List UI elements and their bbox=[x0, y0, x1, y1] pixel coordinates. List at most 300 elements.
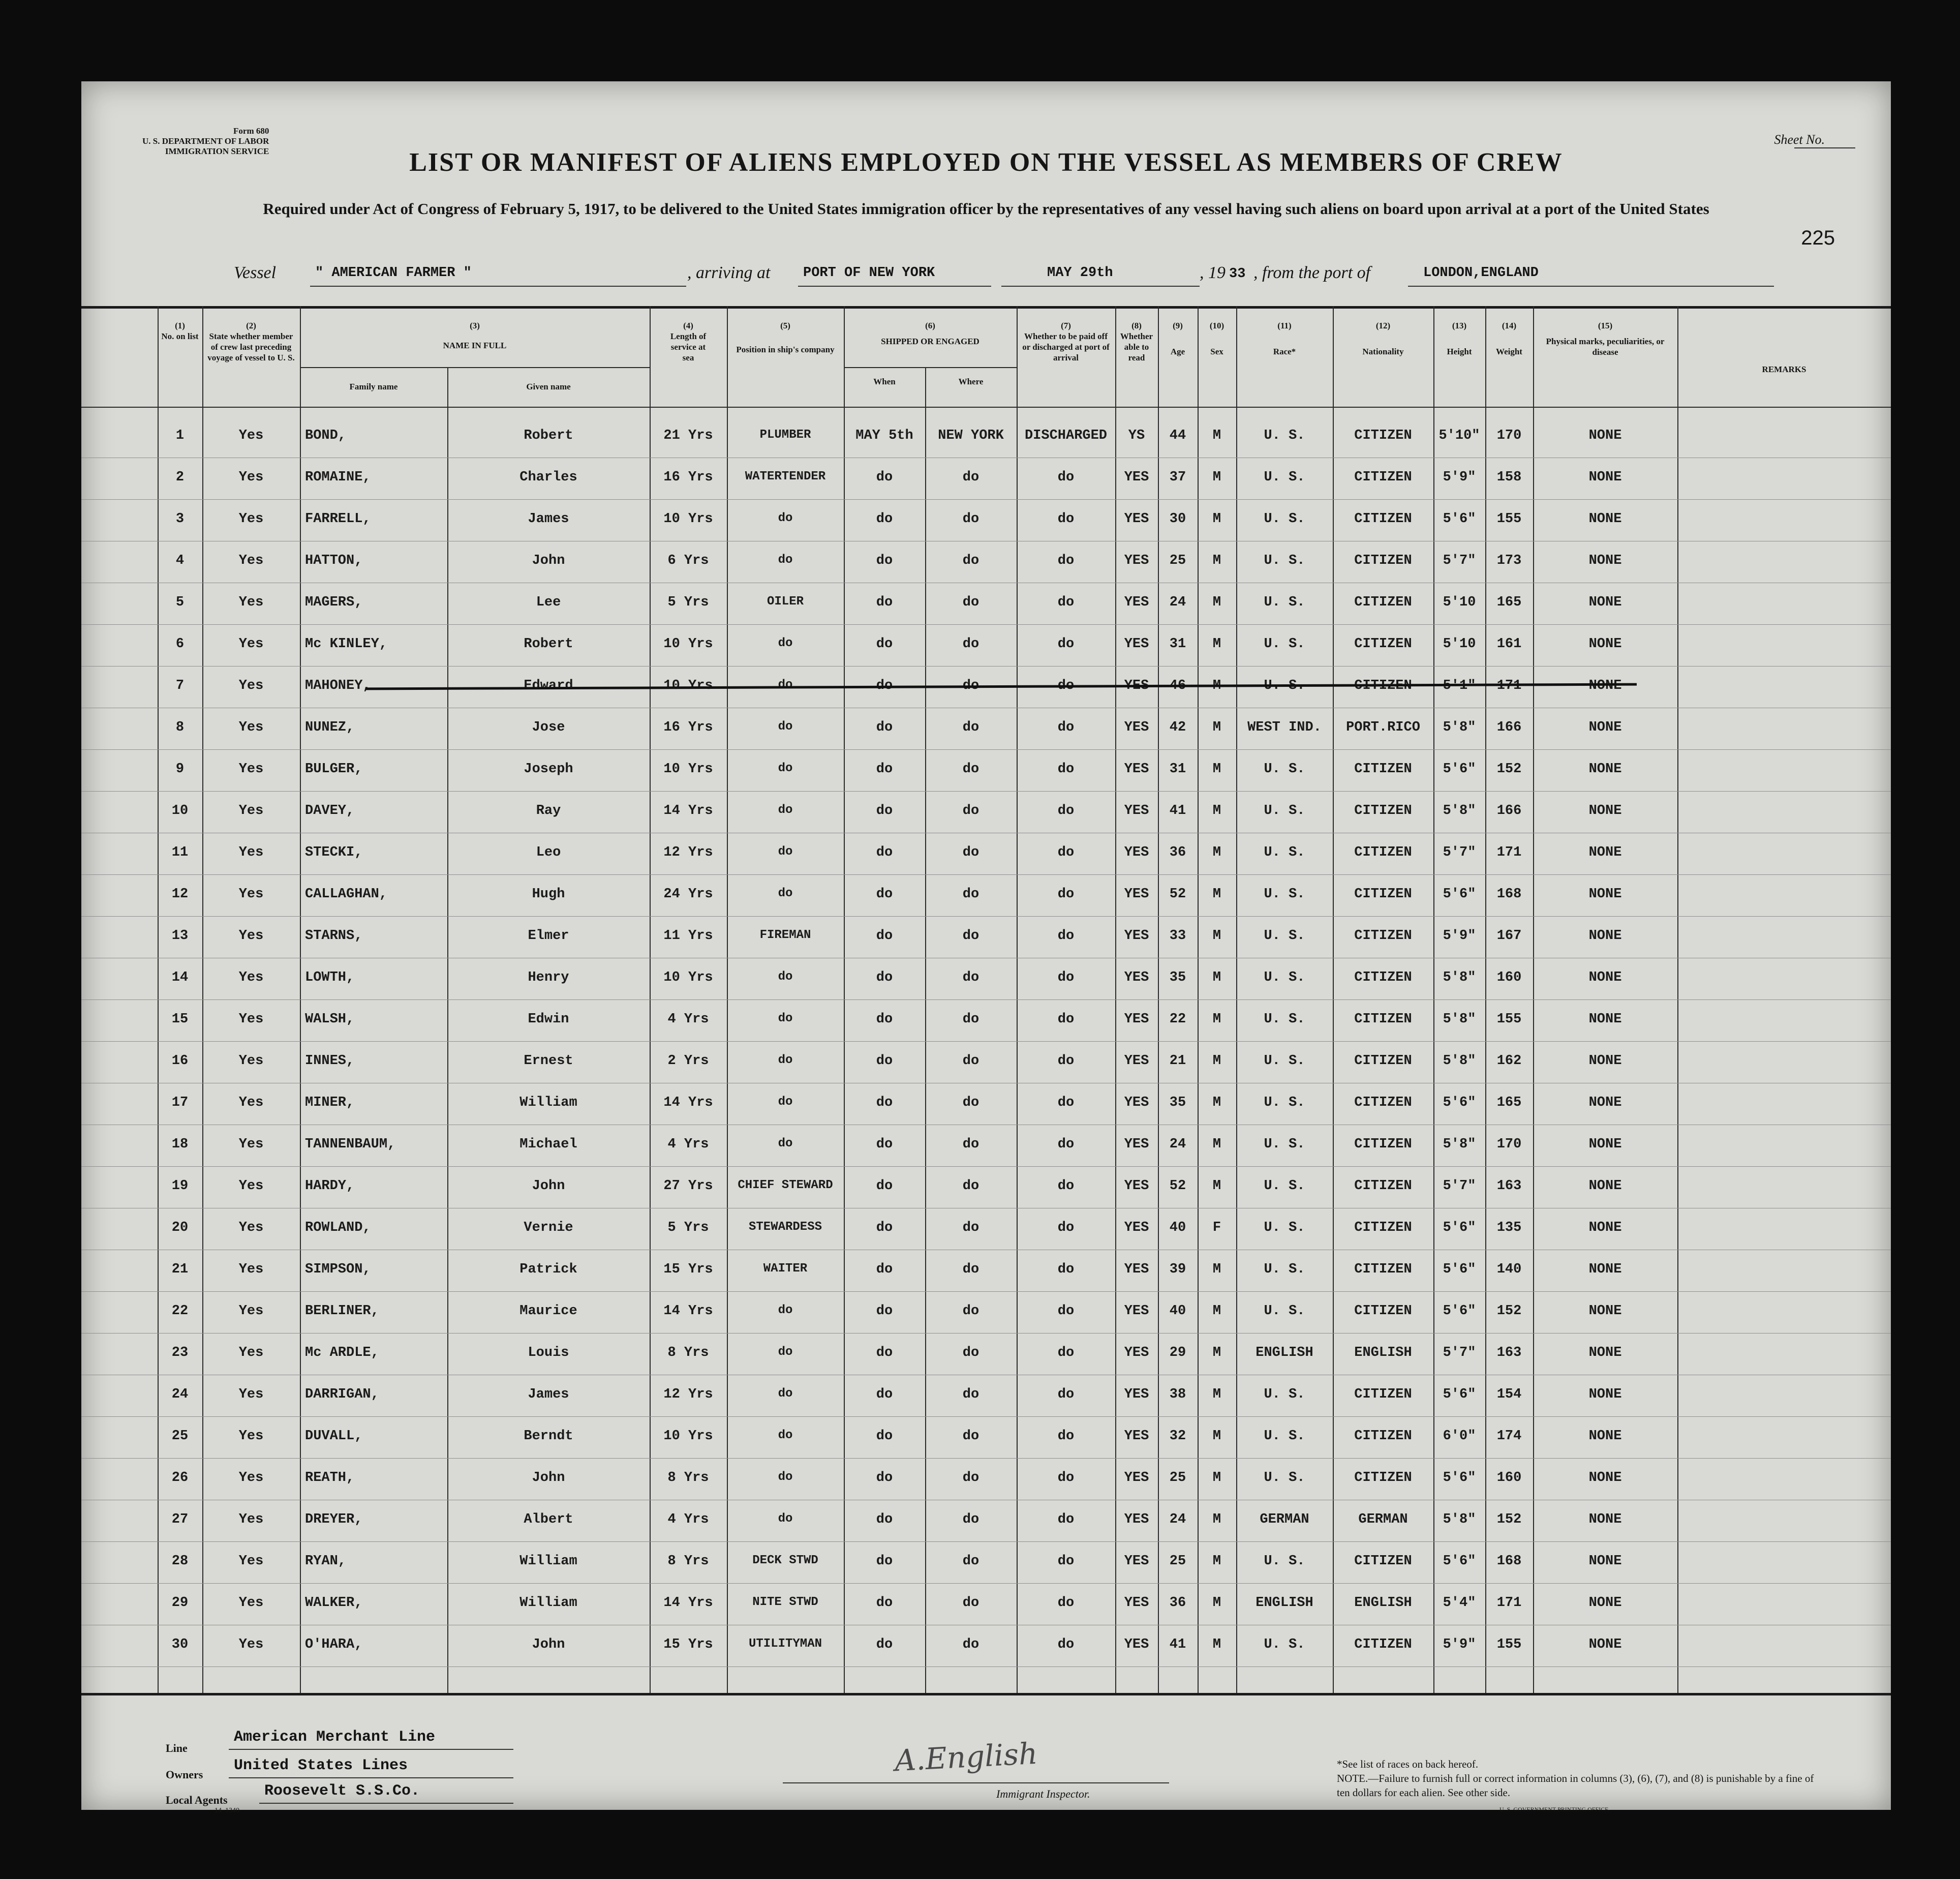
cell-nationality: CITIZEN bbox=[1354, 1304, 1412, 1319]
cell-family: TANNENBAUM, bbox=[305, 1137, 396, 1152]
cell-weight: 168 bbox=[1496, 1554, 1522, 1569]
cell-marks: NONE bbox=[1588, 887, 1622, 902]
cell-height: 5'6" bbox=[1443, 511, 1476, 527]
cell-no: 13 bbox=[171, 928, 189, 944]
table-row bbox=[81, 584, 1891, 624]
table-row bbox=[81, 1292, 1891, 1333]
penalty-note: NOTE.—Failure to furnish full or correct information in columns (3), (6), (7), and (8) is punishable by a fine of ten dollars for each alien. See other side. bbox=[1337, 1772, 1814, 1799]
cell-race: WEST IND. bbox=[1247, 720, 1322, 735]
cell-given: Michael bbox=[519, 1137, 577, 1152]
cell-family: ROMAINE, bbox=[305, 470, 371, 485]
cell-position: do bbox=[778, 1012, 793, 1025]
cell-no: 25 bbox=[171, 1429, 189, 1444]
table-row bbox=[81, 1084, 1891, 1125]
cell-weight: 174 bbox=[1496, 1429, 1522, 1444]
cell-service: 15 Yrs bbox=[663, 1262, 713, 1277]
cell-prev: Yes bbox=[238, 845, 264, 860]
cell-weight: 171 bbox=[1496, 678, 1522, 693]
cell-marks: NONE bbox=[1588, 678, 1622, 693]
cell-position: do bbox=[778, 637, 793, 650]
cell-where: do bbox=[962, 1345, 979, 1360]
cell-marks: NONE bbox=[1588, 1512, 1622, 1527]
cell-given: Edward bbox=[524, 678, 573, 693]
cell-read: YES bbox=[1124, 1095, 1149, 1110]
cell-position: do bbox=[778, 1387, 793, 1401]
cell-service: 8 Yrs bbox=[667, 1345, 709, 1360]
cell-read: YS bbox=[1128, 428, 1145, 443]
cell-age: 52 bbox=[1169, 887, 1186, 902]
cell-no: 23 bbox=[171, 1345, 189, 1360]
cell-read: YES bbox=[1124, 970, 1149, 985]
cell-height: 5'6" bbox=[1443, 1262, 1476, 1277]
agents-value: Roosevelt S.S.Co. bbox=[264, 1782, 420, 1800]
cell-paid: do bbox=[1057, 1554, 1075, 1569]
cell-given: Hugh bbox=[532, 887, 565, 902]
table-row bbox=[81, 834, 1891, 874]
cell-service: 5 Yrs bbox=[667, 1220, 709, 1235]
cell-read: YES bbox=[1124, 762, 1149, 777]
cell-read: YES bbox=[1124, 1012, 1149, 1027]
cell-nationality: CITIZEN bbox=[1354, 1137, 1412, 1152]
cell-read: YES bbox=[1124, 1470, 1149, 1486]
cell-race: U. S. bbox=[1264, 1262, 1305, 1277]
col-title: Weight bbox=[1496, 347, 1522, 356]
cell-marks: NONE bbox=[1588, 1262, 1622, 1277]
cell-prev: Yes bbox=[238, 678, 264, 693]
cell-paid: do bbox=[1057, 1345, 1075, 1360]
cell-position: do bbox=[778, 678, 793, 692]
stamp-number: 225 bbox=[1801, 227, 1835, 249]
cell-height: 5'6" bbox=[1443, 1095, 1476, 1110]
cell-given: William bbox=[519, 1554, 577, 1569]
cell-height: 5'9" bbox=[1443, 470, 1476, 485]
cell-race: U. S. bbox=[1264, 595, 1305, 610]
cell-when: do bbox=[876, 1304, 893, 1319]
cell-family: MAHONEY, bbox=[305, 678, 371, 693]
cell-service: 10 Yrs bbox=[663, 762, 713, 777]
cell-race: U. S. bbox=[1264, 1137, 1305, 1152]
cell-race: U. S. bbox=[1264, 1220, 1305, 1235]
col-title: No. on list bbox=[161, 331, 199, 341]
cell-position: do bbox=[778, 1095, 793, 1109]
cell-height: 5'6" bbox=[1443, 1554, 1476, 1569]
cell-weight: 161 bbox=[1496, 637, 1522, 652]
row-divider bbox=[81, 999, 1891, 1000]
cell-position: do bbox=[778, 1512, 793, 1526]
cell-where: do bbox=[962, 1637, 979, 1652]
cell-race: U. S. bbox=[1264, 1387, 1305, 1402]
cell-read: YES bbox=[1124, 1429, 1149, 1444]
cell-race: U. S. bbox=[1264, 803, 1305, 819]
cell-when: do bbox=[876, 803, 893, 819]
cell-given: Ernest bbox=[524, 1053, 573, 1069]
cell-height: 5'10 bbox=[1443, 637, 1476, 652]
cell-when: do bbox=[876, 1554, 893, 1569]
cell-nationality: CITIZEN bbox=[1354, 595, 1412, 610]
cell-read: YES bbox=[1124, 720, 1149, 735]
cell-weight: 140 bbox=[1496, 1262, 1522, 1277]
cell-nationality: CITIZEN bbox=[1354, 1262, 1412, 1277]
cell-sex: M bbox=[1212, 637, 1221, 652]
cell-weight: 160 bbox=[1496, 1470, 1522, 1486]
col-3b-header: Given name bbox=[526, 382, 571, 391]
cell-when: do bbox=[876, 511, 893, 527]
cell-given: James bbox=[528, 511, 569, 527]
cell-service: 16 Yrs bbox=[663, 470, 713, 485]
cell-read: YES bbox=[1124, 803, 1149, 819]
cell-sex: M bbox=[1212, 1137, 1221, 1152]
cell-age: 29 bbox=[1169, 1345, 1186, 1360]
cell-family: DREYER, bbox=[305, 1512, 363, 1527]
cell-paid: do bbox=[1057, 720, 1075, 735]
table-row bbox=[81, 1417, 1891, 1458]
port-departure-line bbox=[1408, 286, 1774, 287]
cell-where: do bbox=[962, 1470, 979, 1486]
cell-no: 5 bbox=[175, 595, 185, 610]
cell-paid: do bbox=[1057, 1178, 1075, 1194]
row-divider bbox=[81, 499, 1891, 500]
cell-marks: NONE bbox=[1588, 553, 1622, 568]
cell-age: 25 bbox=[1169, 1554, 1186, 1569]
cell-paid: do bbox=[1057, 970, 1075, 985]
cell-weight: 162 bbox=[1496, 1053, 1522, 1069]
cell-age: 25 bbox=[1169, 1470, 1186, 1486]
cell-sex: M bbox=[1212, 1595, 1221, 1611]
row-divider bbox=[81, 1666, 1891, 1667]
cell-when: do bbox=[876, 553, 893, 568]
table-row bbox=[81, 1584, 1891, 1625]
form-number: Form 680 bbox=[233, 126, 269, 136]
from-port-label: , from the port of bbox=[1253, 263, 1371, 282]
cell-read: YES bbox=[1124, 1595, 1149, 1611]
cell-age: 52 bbox=[1169, 1178, 1186, 1194]
cell-family: LOWTH, bbox=[305, 970, 355, 985]
cell-when: do bbox=[876, 762, 893, 777]
table-top-border bbox=[81, 306, 1891, 309]
cell-race: U. S. bbox=[1264, 1178, 1305, 1194]
cell-weight: 135 bbox=[1496, 1220, 1522, 1235]
cell-race: U. S. bbox=[1264, 1429, 1305, 1444]
cell-nationality: CITIZEN bbox=[1354, 970, 1412, 985]
cell-when: do bbox=[876, 1178, 893, 1194]
row-divider bbox=[81, 874, 1891, 875]
cell-paid: do bbox=[1057, 470, 1075, 485]
cell-given: John bbox=[532, 1637, 565, 1652]
cell-no: 11 bbox=[171, 845, 189, 860]
cell-height: 5'6" bbox=[1443, 762, 1476, 777]
cell-position: FIREMAN bbox=[759, 928, 811, 942]
cell-prev: Yes bbox=[238, 595, 264, 610]
cell-weight: 160 bbox=[1496, 970, 1522, 985]
cell-prev: Yes bbox=[238, 928, 264, 944]
cell-marks: NONE bbox=[1588, 470, 1622, 485]
header-bottom-border bbox=[81, 407, 1891, 408]
cell-sex: M bbox=[1212, 845, 1221, 860]
cell-race: U. S. bbox=[1264, 1304, 1305, 1319]
cell-marks: NONE bbox=[1588, 1137, 1622, 1152]
col-3-header bbox=[300, 320, 650, 351]
cell-nationality: CITIZEN bbox=[1354, 678, 1412, 693]
cell-marks: NONE bbox=[1588, 1470, 1622, 1486]
cell-where: do bbox=[962, 1387, 979, 1402]
cell-height: 5'4" bbox=[1443, 1595, 1476, 1611]
cell-prev: Yes bbox=[238, 1304, 264, 1319]
cell-given: Maurice bbox=[519, 1304, 577, 1319]
col-1-header bbox=[158, 320, 202, 342]
signature-line bbox=[783, 1782, 1169, 1783]
cell-prev: Yes bbox=[238, 1637, 264, 1652]
cell-when: do bbox=[876, 1470, 893, 1486]
inspector-label: Immigrant Inspector. bbox=[996, 1787, 1090, 1800]
cell-age: 24 bbox=[1169, 595, 1186, 610]
col-number: (13) bbox=[1452, 321, 1467, 330]
col-title: Whether to be paid off or discharged at port of arrival bbox=[1022, 331, 1110, 362]
cell-paid: do bbox=[1057, 1470, 1075, 1486]
row-divider bbox=[81, 624, 1891, 625]
cell-family: INNES, bbox=[305, 1053, 355, 1069]
cell-height: 5'10 bbox=[1443, 595, 1476, 610]
table-row bbox=[81, 625, 1891, 666]
col-6a-header: When bbox=[873, 377, 896, 386]
col-number: (10) bbox=[1209, 321, 1224, 330]
cell-sex: M bbox=[1212, 1012, 1221, 1027]
cell-given: Robert bbox=[524, 637, 573, 652]
agents-value-underline bbox=[259, 1803, 513, 1804]
cell-where: do bbox=[962, 845, 979, 860]
cell-where: do bbox=[962, 678, 979, 693]
col-number: (11) bbox=[1277, 321, 1292, 330]
cell-race: U. S. bbox=[1264, 678, 1305, 693]
cell-where: do bbox=[962, 1554, 979, 1569]
cell-age: 30 bbox=[1169, 511, 1186, 527]
cell-where: do bbox=[962, 970, 979, 985]
cell-service: 14 Yrs bbox=[663, 1304, 713, 1319]
cell-sex: M bbox=[1212, 1429, 1221, 1444]
cell-given: James bbox=[528, 1387, 569, 1402]
cell-when: do bbox=[876, 1137, 893, 1152]
cell-marks: NONE bbox=[1588, 637, 1622, 652]
col-title: Position in ship's company bbox=[736, 345, 835, 354]
cell-service: 14 Yrs bbox=[663, 1595, 713, 1611]
col-title: SHIPPED OR ENGAGED bbox=[881, 337, 979, 346]
cell-nationality: ENGLISH bbox=[1354, 1345, 1412, 1360]
cell-nationality: CITIZEN bbox=[1354, 803, 1412, 819]
cell-service: 6 Yrs bbox=[667, 553, 709, 568]
cell-marks: NONE bbox=[1588, 428, 1622, 443]
cell-no: 22 bbox=[171, 1304, 189, 1319]
col-number: (5) bbox=[780, 321, 790, 330]
cell-where: NEW YORK bbox=[938, 428, 1004, 443]
cell-read: YES bbox=[1124, 511, 1149, 527]
cell-race: U. S. bbox=[1264, 511, 1305, 527]
vessel-name: " AMERICAN FARMER " bbox=[315, 265, 472, 281]
cell-age: 40 bbox=[1169, 1220, 1186, 1235]
cell-no: 20 bbox=[171, 1220, 189, 1235]
cell-when: do bbox=[876, 1053, 893, 1069]
cell-age: 37 bbox=[1169, 470, 1186, 485]
cell-service: 8 Yrs bbox=[667, 1470, 709, 1486]
cell-marks: NONE bbox=[1588, 970, 1622, 985]
cell-height: 5'8" bbox=[1443, 1012, 1476, 1027]
cell-height: 5'9" bbox=[1443, 928, 1476, 944]
cell-marks: NONE bbox=[1588, 1595, 1622, 1611]
vessel-name-line bbox=[310, 286, 686, 287]
cell-nationality: CITIZEN bbox=[1354, 511, 1412, 527]
cell-sex: F bbox=[1212, 1220, 1221, 1235]
cell-when: do bbox=[876, 1512, 893, 1527]
col-number: (3) bbox=[470, 321, 480, 330]
cell-prev: Yes bbox=[238, 720, 264, 735]
cell-no: 2 bbox=[175, 470, 185, 485]
cell-read: YES bbox=[1124, 1137, 1149, 1152]
cell-sex: M bbox=[1212, 1095, 1221, 1110]
cell-weight: 158 bbox=[1496, 470, 1522, 485]
owners-label: Owners bbox=[166, 1768, 203, 1781]
cell-service: 5 Yrs bbox=[667, 595, 709, 610]
cell-prev: Yes bbox=[238, 511, 264, 527]
cell-position: do bbox=[778, 553, 793, 567]
cell-sex: M bbox=[1212, 1637, 1221, 1652]
department-name: U. S. DEPARTMENT OF LABOR bbox=[142, 136, 269, 146]
races-note: *See list of races on back hereof. bbox=[1337, 1758, 1479, 1770]
cell-read: YES bbox=[1124, 470, 1149, 485]
cell-where: do bbox=[962, 1429, 979, 1444]
cell-position: do bbox=[778, 1429, 793, 1442]
cell-prev: Yes bbox=[238, 970, 264, 985]
cell-where: do bbox=[962, 553, 979, 568]
cell-where: do bbox=[962, 1053, 979, 1069]
cell-race: U. S. bbox=[1264, 1637, 1305, 1652]
table-row bbox=[81, 500, 1891, 541]
cell-nationality: CITIZEN bbox=[1354, 637, 1412, 652]
cell-race: GERMAN bbox=[1260, 1512, 1309, 1527]
owners-value-underline bbox=[229, 1777, 513, 1778]
cell-height: 5'7" bbox=[1443, 1345, 1476, 1360]
table-row bbox=[81, 667, 1891, 708]
cell-family: MINER, bbox=[305, 1095, 355, 1110]
cell-when: do bbox=[876, 845, 893, 860]
cell-position: do bbox=[778, 803, 793, 817]
cell-prev: Yes bbox=[238, 1178, 264, 1194]
cell-paid: do bbox=[1057, 1512, 1075, 1527]
cell-given: William bbox=[519, 1595, 577, 1611]
table-row bbox=[81, 1042, 1891, 1083]
table-row bbox=[81, 750, 1891, 791]
line-value-underline bbox=[229, 1749, 513, 1750]
cell-sex: M bbox=[1212, 595, 1221, 610]
row-divider bbox=[81, 1458, 1891, 1459]
cell-age: 44 bbox=[1169, 428, 1186, 443]
cell-nationality: CITIZEN bbox=[1354, 845, 1412, 860]
cell-nationality: GERMAN bbox=[1358, 1512, 1408, 1527]
cell-weight: 171 bbox=[1496, 1595, 1522, 1611]
cell-prev: Yes bbox=[238, 1262, 264, 1277]
cell-given: John bbox=[532, 553, 565, 568]
cell-sex: M bbox=[1212, 928, 1221, 944]
cell-read: YES bbox=[1124, 1262, 1149, 1277]
arrival-date: MAY 29th bbox=[1047, 265, 1113, 281]
cell-family: RYAN, bbox=[305, 1554, 347, 1569]
cell-prev: Yes bbox=[238, 1345, 264, 1360]
line-label: Line bbox=[166, 1742, 188, 1754]
table-row bbox=[81, 1209, 1891, 1250]
cell-read: YES bbox=[1124, 1053, 1149, 1069]
cell-given: William bbox=[519, 1095, 577, 1110]
cell-family: BERLINER, bbox=[305, 1304, 379, 1319]
page-title: LIST OR MANIFEST OF ALIENS EMPLOYED ON THE VESSEL AS MEMBERS OF CREW bbox=[409, 148, 1563, 177]
cell-service: 10 Yrs bbox=[663, 511, 713, 527]
cell-weight: 163 bbox=[1496, 1345, 1522, 1360]
port-of-departure: LONDON,ENGLAND bbox=[1423, 265, 1539, 281]
cell-sex: M bbox=[1212, 1053, 1221, 1069]
cell-age: 41 bbox=[1169, 803, 1186, 819]
cell-service: 4 Yrs bbox=[667, 1137, 709, 1152]
cell-weight: 170 bbox=[1496, 428, 1522, 443]
cell-paid: do bbox=[1057, 511, 1075, 527]
cell-weight: 171 bbox=[1496, 845, 1522, 860]
row-divider bbox=[81, 1416, 1891, 1417]
row-divider bbox=[81, 1541, 1891, 1542]
cell-read: YES bbox=[1124, 1512, 1149, 1527]
cell-prev: Yes bbox=[238, 1470, 264, 1486]
cell-race: U. S. bbox=[1264, 637, 1305, 652]
cell-no: 6 bbox=[175, 637, 185, 652]
cell-where: do bbox=[962, 762, 979, 777]
cell-prev: Yes bbox=[238, 1012, 264, 1027]
cell-family: ROWLAND, bbox=[305, 1220, 371, 1235]
cell-where: do bbox=[962, 887, 979, 902]
cell-service: 11 Yrs bbox=[663, 928, 713, 944]
cell-paid: do bbox=[1057, 1595, 1075, 1611]
cell-when: do bbox=[876, 1637, 893, 1652]
cell-family: REATH, bbox=[305, 1470, 355, 1486]
port-of-arrival: PORT OF NEW YORK bbox=[803, 265, 935, 281]
cell-read: YES bbox=[1124, 1220, 1149, 1235]
cell-prev: Yes bbox=[238, 1220, 264, 1235]
cell-marks: NONE bbox=[1588, 1387, 1622, 1402]
cell-prev: Yes bbox=[238, 1137, 264, 1152]
cell-height: 5'8" bbox=[1443, 1512, 1476, 1527]
cell-race: U. S. bbox=[1264, 887, 1305, 902]
cell-paid: do bbox=[1057, 887, 1075, 902]
cell-service: 12 Yrs bbox=[663, 1387, 713, 1402]
row-divider bbox=[81, 791, 1891, 792]
cell-family: STECKI, bbox=[305, 845, 363, 860]
cell-service: 21 Yrs bbox=[663, 428, 713, 443]
cell-read: YES bbox=[1124, 845, 1149, 860]
cell-height: 5'6" bbox=[1443, 887, 1476, 902]
cell-weight: 168 bbox=[1496, 887, 1522, 902]
col-title: Whether able to read bbox=[1120, 331, 1153, 362]
cell-sex: M bbox=[1212, 428, 1221, 443]
cell-paid: do bbox=[1057, 637, 1075, 652]
cell-prev: Yes bbox=[238, 803, 264, 819]
cell-no: 30 bbox=[171, 1637, 189, 1652]
cell-age: 36 bbox=[1169, 845, 1186, 860]
cell-service: 10 Yrs bbox=[663, 637, 713, 652]
cell-given: Ray bbox=[536, 803, 561, 819]
cell-weight: 167 bbox=[1496, 928, 1522, 944]
arrival-year: 33 bbox=[1229, 266, 1246, 282]
col-7-header bbox=[1020, 320, 1112, 363]
col-8-header bbox=[1115, 320, 1158, 363]
cell-no: 18 bbox=[171, 1137, 189, 1152]
cell-weight: 170 bbox=[1496, 1137, 1522, 1152]
cell-when: do bbox=[876, 595, 893, 610]
cell-read: YES bbox=[1124, 1178, 1149, 1194]
col-3a-header: Family name bbox=[349, 382, 398, 391]
cell-when: do bbox=[876, 1387, 893, 1402]
